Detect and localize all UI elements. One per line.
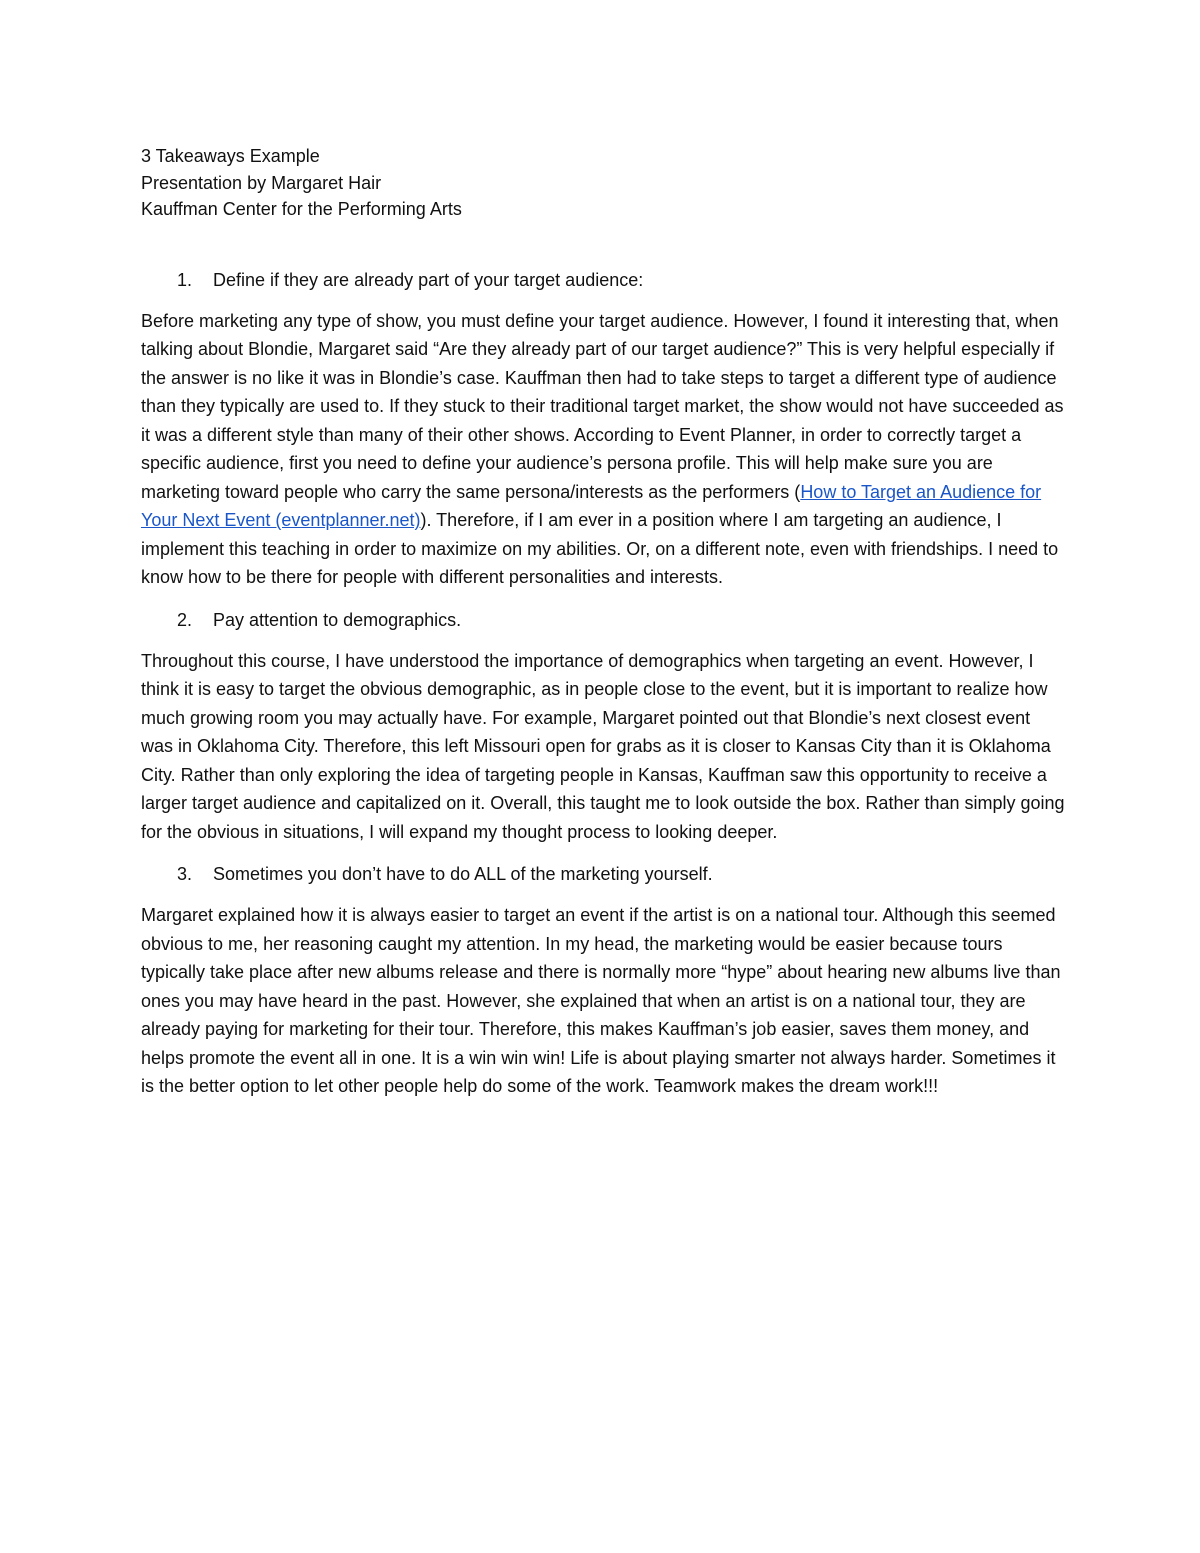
list-number: 2. bbox=[177, 609, 193, 630]
takeaway-heading-1 bbox=[141, 267, 1066, 293]
takeaway-heading-text: Define if they are already part of your target audience: bbox=[213, 269, 644, 290]
takeaway-heading-text: Pay attention to demographics. bbox=[213, 609, 462, 630]
takeaway-heading-text: Sometimes you don’t have to do ALL of the marketing yourself. bbox=[213, 864, 713, 884]
body-text: Before marketing any type of show, you must define your target audience. However, I found it interesting that, when talking about Blondie, Margaret said “Are they already part of our target audience?” This is very helpful especially if the answer is no like it was in Blondie’s case. Kauffman then had to take steps to target a different type of audience than they typically are used to. If they stuck to their traditional target market, the show would not have succeeded as it was a different style than many of their other shows. According to Event Planner, in order to correctly target a specific audience, first you need to define your audience’s persona profile. This will help make sure you are marketing toward people who carry the same persona/interests as the performers ( bbox=[141, 310, 1064, 502]
organization-line: Kauffman Center for the Performing Arts bbox=[141, 199, 462, 219]
document-header bbox=[141, 143, 1066, 223]
document-content bbox=[141, 143, 1066, 1116]
list-number: 1. bbox=[177, 269, 193, 290]
list-number: 3. bbox=[177, 864, 193, 884]
takeaway-heading-3 bbox=[141, 861, 1066, 887]
body-text: ). Therefore, if I am ever in a position where I am targeting an audience, I implement this teaching in order to maximize on my abilities. Or, on a different note, even with friendships. I need to know how to be there for people with different personalities and interests. bbox=[141, 510, 1059, 587]
takeaway-body-3: Margaret explained how it is always easier to target an event if the artist is on a national tour. Although this seemed obvious to me, her reasoning caught my attention. In my head, the marketing would be easier because tours typically take place after new albums release and there is normally more “hype” about hearing new albums live than ones you may have heard in the past. However, she explained that when an artist is on a national tour, they are already paying for marketing for their tour. Therefore, this makes Kauffman’s job easier, saves them money, and helps promote the event all in one. It is a win win win! Life is about playing smarter not always harder. Sometimes it is the better option to let other people help do some of the work. Teamwork makes the dream work!!! bbox=[141, 905, 1061, 1096]
eventplanner-link[interactable]: How to Target an Audience for Your Next Event (eventplanner.net) bbox=[141, 481, 1042, 530]
presenter-line: Presentation by Margaret Hair bbox=[141, 172, 382, 193]
takeaway-body-1 bbox=[141, 307, 1066, 592]
document-title: 3 Takeaways Example bbox=[141, 146, 320, 166]
takeaway-body-2: Throughout this course, I have understood the importance of demographics when targeting an event. However, I think it is easy to target the obvious demographic, as in people close to the event, but it is important to realize how much growing room you may actually have. For example, Margaret pointed out that Blondie’s next closest event was in Oklahoma City. Therefore, this left Missouri open for grabs as it is closer to Kansas City than it is Oklahoma City. Rather than only exploring the idea of targeting people in Kansas, Kauffman saw this opportunity to receive a larger target audience and capitalized on it. Overall, this taught me to look outside the box. Rather than simply going for the obvious in situations, I will expand my thought process to looking deeper. bbox=[141, 650, 1065, 842]
takeaway-heading-2 bbox=[141, 607, 1066, 633]
